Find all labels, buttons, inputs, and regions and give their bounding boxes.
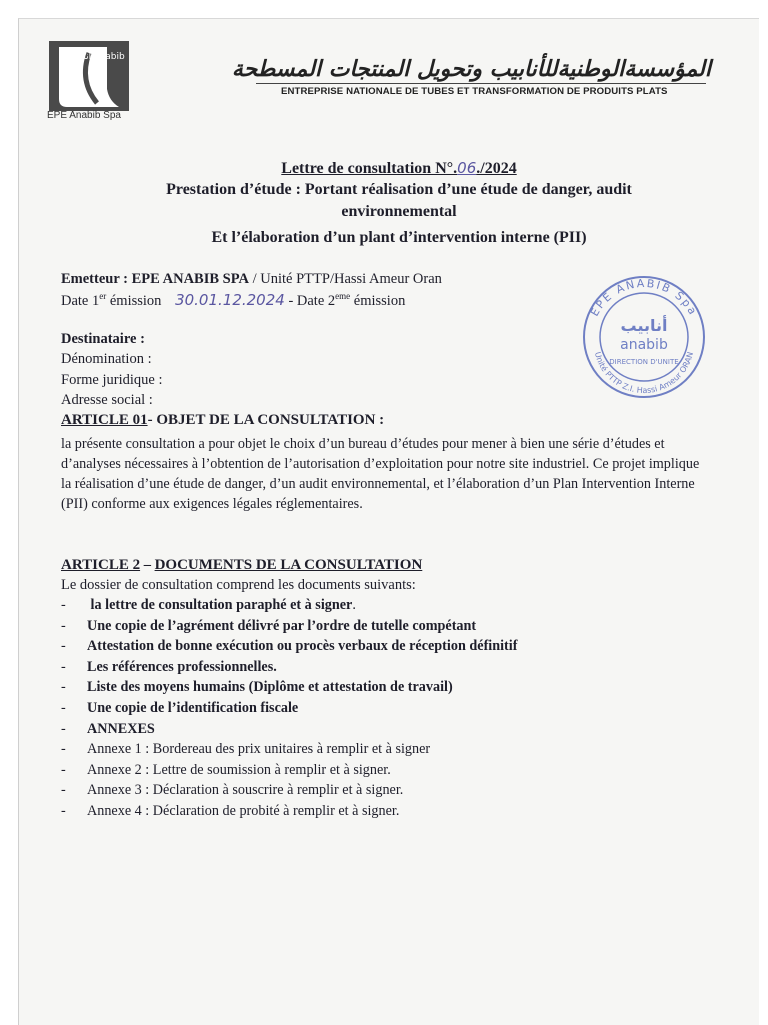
document-item-text: Une copie de l’identification fiscale	[87, 699, 299, 716]
article2-heading	[61, 557, 422, 574]
header-divider	[256, 83, 706, 84]
document-list-item	[61, 782, 701, 803]
stamp-bottom-text: Unité PTTP Z.I. Hassi Ameur ORAN	[592, 350, 696, 396]
document-item-text: Annexe 1 : Bordereau des prix unitaires à remplir et à signer	[87, 741, 431, 758]
scan-margin	[0, 0, 768, 20]
document-list-item	[61, 679, 701, 700]
logo-text: أنابيب anabib	[69, 52, 125, 62]
letter-suffix: ./2024	[476, 160, 517, 177]
document-item-text: Liste des moyens humains (Diplôme et attestation de travail)	[87, 679, 453, 696]
document-list-item	[61, 638, 701, 659]
company-stamp	[574, 271, 714, 401]
article2-number: ARTICLE 2	[61, 557, 141, 573]
date1-sup: er	[99, 291, 107, 302]
article2-intro: Le dossier de consultation comprend les documents suivants:	[61, 577, 416, 593]
emetteur-line	[61, 271, 442, 288]
document-item-text: Annexe 2 : Lettre de soumission à remplir et à signer.	[87, 761, 391, 778]
emetteur-value: : EPE ANABIB SPA	[119, 271, 249, 287]
anabib-logo	[49, 41, 129, 111]
document-item-text: Une copie de l’agrément délivré par l’ordre de tutelle compétant	[87, 617, 477, 634]
document-page	[18, 18, 759, 1025]
document-item-text: Annexe 4 : Déclaration de probité à remplir et à signer.	[87, 802, 400, 819]
list-dash: -	[61, 679, 66, 696]
list-dash: -	[61, 802, 66, 819]
letter-prefix: Lettre de consultation N°.	[281, 160, 458, 177]
document-item-text: Annexe 3 : Déclaration à souscrire à remplir et à signer.	[87, 782, 404, 799]
date1-suffix: émission	[106, 293, 162, 309]
list-dash: -	[61, 761, 66, 778]
destinataire-label: Destinataire :	[61, 331, 145, 347]
documents-list	[61, 597, 701, 824]
stamp-inner: DIRECTION D'UNITE	[609, 358, 679, 366]
list-dash: -	[61, 782, 66, 799]
document-list-item	[61, 597, 701, 618]
document-list-item	[61, 762, 701, 783]
subject-line-2: environnemental	[341, 203, 457, 220]
logo-caption: EPE Anabib Spa	[47, 110, 121, 121]
document-list-item	[61, 803, 701, 824]
document-item-text: Les références professionnelles.	[87, 658, 277, 675]
adresse-field: Adresse social :	[61, 392, 153, 408]
forme-juridique-field: Forme juridique :	[61, 372, 163, 388]
document-item-tail: .	[352, 597, 356, 613]
list-dash: -	[61, 720, 66, 737]
emission-dates-line	[61, 291, 405, 310]
svg-text:EPE ANABIB Spa	[588, 277, 700, 319]
date1-label: Date 1	[61, 293, 100, 309]
emetteur-unit: / Unité PTTP/Hassi Ameur Oran	[248, 271, 442, 287]
article1-text: la présente consultation a pour objet le choix d’un bureau d’études pour mener à bien une série d’études et d’analyses nécessaires à l’obtention de l’autorisation d’exploitation pour notre site industriel. Ce projet implique la réalisation d’une étude de danger, d’un audit environnemental, et l’élaboration d’un Plan Intervention Interne (PII) conforme aux exigences légales réglementaires.	[61, 436, 700, 512]
list-dash: -	[61, 658, 66, 675]
list-dash: -	[61, 597, 66, 613]
article1-number: ARTICLE 01	[61, 412, 148, 428]
document-list-item	[61, 700, 701, 721]
list-dash: -	[61, 617, 66, 634]
stamp-ring-text: EPE ANABIB Spa	[587, 276, 701, 319]
list-dash: -	[61, 638, 66, 655]
document-item-text: ANNEXES	[87, 720, 155, 737]
denomination-field: Dénomination :	[61, 351, 152, 367]
letter-title	[99, 159, 699, 178]
article2-sep: –	[140, 557, 155, 573]
article1-title: - OBJET DE LA CONSULTATION :	[147, 412, 385, 428]
document-item-text: la lettre de consultation paraphé et à signer	[87, 597, 353, 613]
article1-heading	[61, 412, 384, 429]
list-dash: -	[61, 741, 66, 758]
company-name-arabic: المؤسسةالوطنيةللأنابيب وتحويل المنتجات المسطحة	[231, 57, 711, 82]
stamp-arabic: أنابيب	[620, 316, 668, 335]
document-list-item	[61, 741, 701, 762]
document-list-item	[61, 721, 701, 742]
emetteur-label: Emetteur	[61, 271, 120, 287]
list-dash: -	[61, 699, 66, 716]
document-item-text: Attestation de bonne exécution ou procès verbaux de réception définitif	[87, 638, 518, 655]
date1-handwritten: 30.01.12.2024	[175, 291, 285, 309]
date2-sup: eme	[335, 291, 351, 302]
article2-title: DOCUMENTS DE LA CONSULTATION	[154, 557, 423, 573]
subject-line-3: Et l’élaboration d’un plant d’intervention interne (PII)	[211, 229, 587, 246]
stamp-latin: anabib	[620, 337, 668, 353]
date2-suffix: émission	[350, 293, 406, 309]
document-list-item	[61, 618, 701, 639]
document-list-item	[61, 659, 701, 680]
subject-line-1: Prestation d’étude : Portant réalisation d’une étude de danger, audit	[166, 181, 632, 198]
company-name-french: ENTREPRISE NATIONALE DE TUBES ET TRANSFORMATION DE PRODUITS PLATS	[281, 86, 668, 97]
date2-label: - Date 2	[284, 293, 336, 309]
letter-number-handwritten: 06	[457, 159, 477, 177]
